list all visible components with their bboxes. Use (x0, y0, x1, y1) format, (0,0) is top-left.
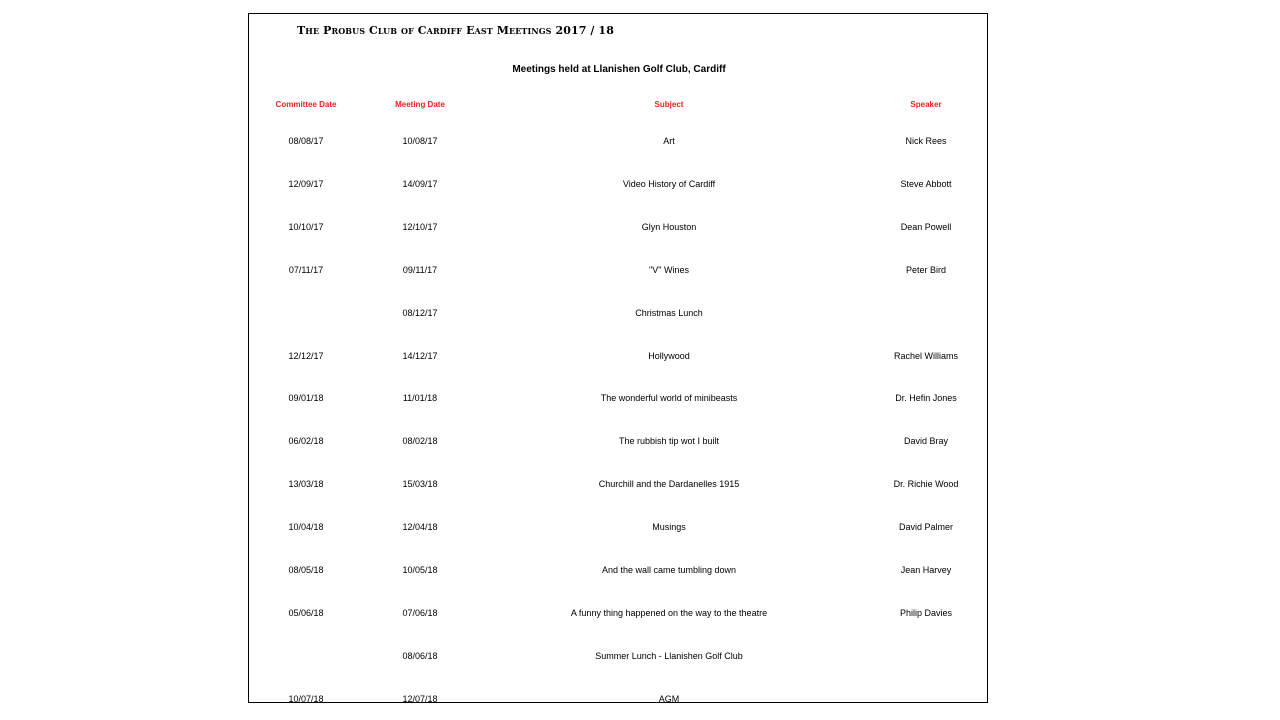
meeting-date-cell: 08/02/18 (402, 436, 438, 446)
table-row (249, 691, 989, 707)
meetings-table (249, 14, 989, 704)
speaker-cell: Steve Abbott (900, 179, 952, 189)
table-row (249, 476, 989, 492)
subject-cell: AGM (658, 694, 680, 704)
table-row (249, 390, 989, 406)
committee-date-cell: 06/02/18 (288, 436, 324, 446)
table-row (249, 219, 989, 235)
venue-subtitle: Meetings held at Llanishen Golf Club, Cardiff (512, 64, 726, 75)
header-meeting-date: Meeting Date (395, 100, 445, 109)
subject-cell: Art (663, 136, 675, 146)
committee-date-cell: 08/08/17 (288, 136, 324, 146)
subject-cell: Musings (652, 522, 686, 532)
table-row (249, 176, 989, 192)
speaker-cell: Rachel Williams (893, 351, 959, 361)
committee-date-cell: 12/09/17 (288, 179, 324, 189)
table-row (249, 262, 989, 278)
meeting-date-cell: 14/09/17 (402, 179, 438, 189)
speaker-cell: David Bray (903, 436, 949, 446)
committee-date-cell: 07/11/17 (288, 265, 324, 275)
meeting-date-cell: 07/06/18 (402, 608, 438, 618)
table-row (249, 562, 989, 578)
meeting-date-cell: 14/12/17 (402, 351, 438, 361)
committee-date-cell: 13/03/18 (288, 479, 324, 489)
table-row (249, 519, 989, 535)
table-row (249, 305, 989, 321)
speaker-cell: Nick Rees (905, 136, 947, 146)
speaker-cell: Dr. Richie Wood (893, 479, 959, 489)
header-subject: Subject (654, 100, 684, 109)
meeting-date-cell: 15/03/18 (402, 479, 438, 489)
subject-cell: Summer Lunch - Llanishen Golf Club (595, 651, 743, 661)
meeting-date-cell: 08/06/18 (402, 651, 438, 661)
committee-date-cell: 10/04/18 (288, 522, 324, 532)
table-row (249, 605, 989, 621)
committee-date-cell: 10/07/18 (288, 694, 324, 704)
meeting-date-cell: 12/07/18 (402, 694, 438, 704)
speaker-cell: Jean Harvey (900, 565, 952, 575)
speaker-cell: Peter Bird (905, 265, 947, 275)
subject-cell: The rubbish tip wot I built (618, 436, 720, 446)
meeting-date-cell: 12/04/18 (402, 522, 438, 532)
subject-cell: Glyn Houston (641, 222, 697, 232)
meeting-date-cell: 09/11/17 (402, 265, 438, 275)
header-speaker: Speaker (910, 100, 942, 109)
document-page (248, 13, 988, 703)
committee-date-cell: 05/06/18 (288, 608, 324, 618)
subject-cell: Hollywood (648, 351, 690, 361)
meeting-date-cell: 12/10/17 (402, 222, 438, 232)
meeting-date-cell: 08/12/17 (402, 308, 438, 318)
subject-cell: "V" Wines (649, 265, 689, 275)
subject-cell: Video History of Cardiff (622, 179, 716, 189)
table-row (249, 348, 989, 364)
meeting-date-cell: 10/05/18 (402, 565, 438, 575)
speaker-cell: Philip Davies (899, 608, 953, 618)
subject-cell: Churchill and the Dardanelles 1915 (598, 479, 740, 489)
header-committee-date: Committee Date (275, 100, 337, 109)
meeting-date-cell: 11/01/18 (402, 393, 438, 403)
meeting-date-cell: 10/08/17 (402, 136, 438, 146)
committee-date-cell: 12/12/17 (288, 351, 324, 361)
table-row (249, 433, 989, 449)
subject-cell: And the wall came tumbling down (601, 565, 737, 575)
subject-cell: A funny thing happened on the way to the theatre (570, 608, 768, 618)
table-row (249, 648, 989, 664)
table-row (249, 133, 989, 149)
committee-date-cell: 08/05/18 (288, 565, 324, 575)
subject-cell: The wonderful world of minibeasts (600, 393, 738, 403)
speaker-cell: Dean Powell (900, 222, 952, 232)
document-title: The Probus Club of Cardiff East Meetings 2017 / 18 (297, 24, 614, 37)
committee-date-cell: 09/01/18 (288, 393, 324, 403)
speaker-cell: David Palmer (898, 522, 954, 532)
speaker-cell: Dr. Hefin Jones (895, 393, 957, 403)
committee-date-cell: 10/10/17 (288, 222, 324, 232)
subject-cell: Christmas Lunch (635, 308, 703, 318)
